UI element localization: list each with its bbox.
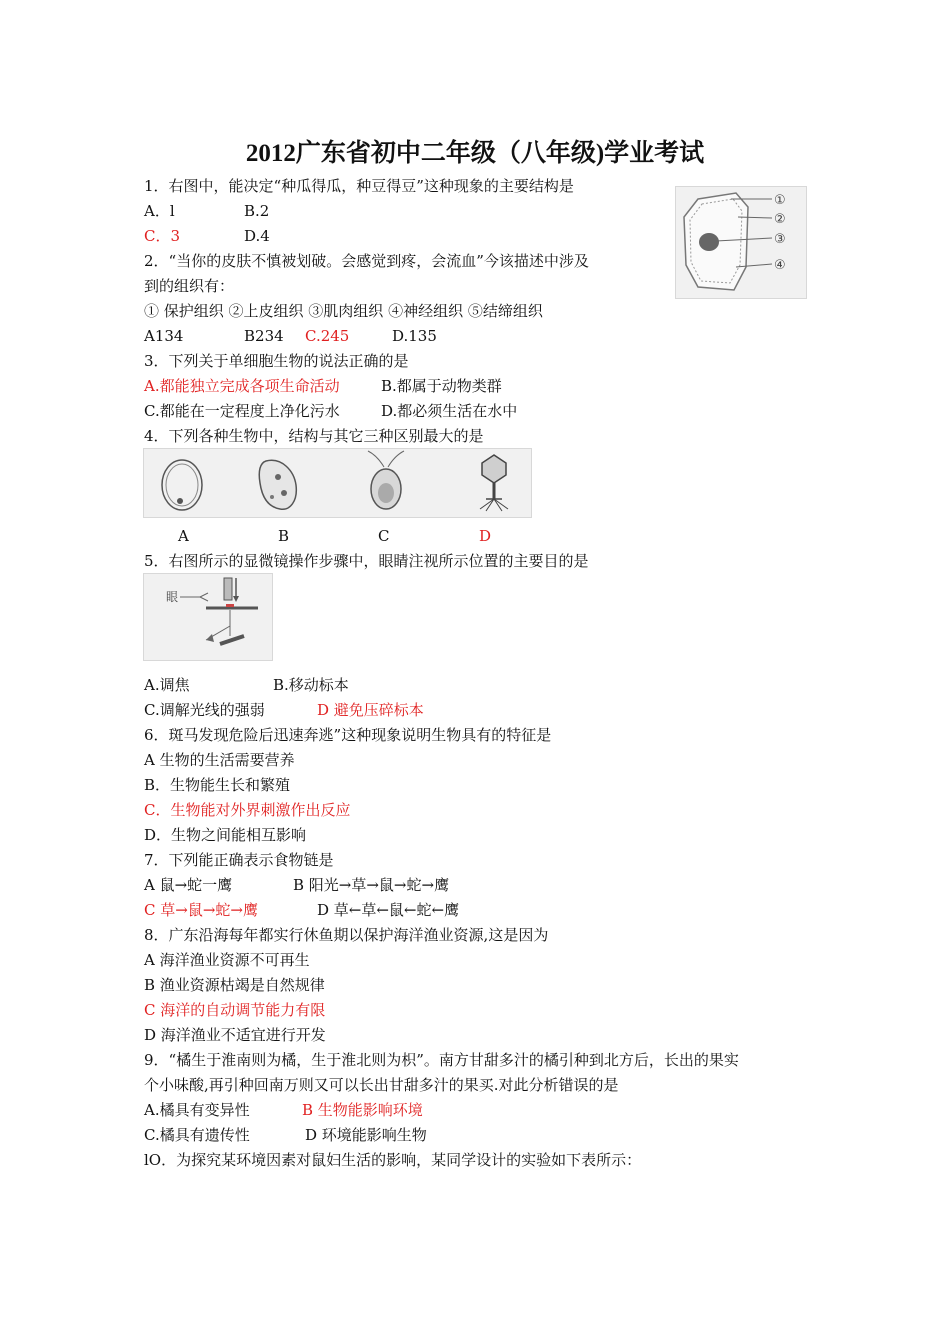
organism-d-virus	[480, 455, 508, 511]
q9-option-b-answer: B 生物能影响环境	[302, 1101, 423, 1119]
q5-stem: 5．右图所示的显微镜操作步骤中，眼睛注视所示位置的主要目的是	[144, 552, 589, 570]
objective-lens	[224, 578, 232, 600]
q3-option-b: B.都属于动物类群	[381, 377, 502, 395]
q2-option-c-answer: C.245	[305, 327, 350, 345]
label-3: ③	[774, 232, 786, 247]
q6-option-d: D．生物之间能相互影响	[144, 826, 307, 844]
q2-tissues: ① 保护组织 ②上皮组织 ③肌肉组织 ④神经组织 ⑤结缔组织	[144, 302, 543, 320]
q4-label-b: B	[278, 527, 290, 545]
page-title: 2012广东省初中二年级（八年级)学业考试	[245, 140, 705, 167]
label-2: ②	[774, 212, 786, 227]
q9-option-c: C.橘具有遗传性	[144, 1126, 250, 1144]
q4-label-c: C	[378, 527, 390, 545]
eye-label: 眼	[166, 590, 179, 604]
q9-option-a: A.橘具有变异性	[144, 1101, 250, 1119]
q8-option-d: D 海洋渔业不适宜进行开发	[144, 1026, 326, 1044]
q3-option-d: D.都必须生活在水中	[381, 402, 518, 420]
q7-stem: 7．下列能正确表示食物链是	[144, 851, 334, 869]
organism-c-chlamydomonas	[368, 451, 404, 509]
q2-stem-line2: 到的组织有：	[144, 277, 235, 295]
q2-option-a: A134	[144, 327, 184, 345]
q3-option-a-answer: A.都能独立完成各项生命活动	[144, 377, 340, 395]
q7-option-d: D 草←草←鼠←蛇←鹰	[317, 901, 460, 919]
q8-option-a: A 海洋渔业资源不可再生	[144, 951, 310, 969]
q1-option-d: D.4	[244, 227, 270, 245]
q8-stem: 8．广东沿海每年都实行休鱼期以保护海洋渔业资源,这是因为	[144, 926, 549, 944]
q4-label-a: A	[178, 527, 189, 545]
q1-option-c-answer: C．3	[144, 227, 181, 245]
q5-option-b: B.移动标本	[273, 676, 349, 694]
q9-option-d: D 环境能影响生物	[305, 1126, 427, 1144]
q7-option-a: A 鼠→蛇一鹰	[144, 876, 233, 894]
label-1: ①	[774, 193, 786, 208]
q2-stem-line1: 2．“当你的皮肤不慎被划破。会感觉到疼，会流血”今该描述中涉及	[144, 252, 589, 270]
q6-option-a: A 生物的生活需要营养	[144, 751, 295, 769]
q4-stem: 4．下列各种生物中，结构与其它三种区别最大的是	[144, 427, 484, 445]
q9-stem-line1: 9．“橘生于淮南则为橘，生于淮北则为枳”。南方甘甜多汁的橘引种到北方后，长出的果实	[144, 1051, 739, 1069]
label-4: ④	[774, 258, 786, 273]
q8-option-c-answer: C 海洋的自动调节能力有限	[144, 1001, 326, 1019]
q5-option-c: C.调解光线的强弱	[144, 701, 265, 719]
q6-option-b: B．生物能生长和繁殖	[144, 776, 291, 794]
mirror	[220, 636, 244, 644]
q2-option-d: D.135	[392, 327, 437, 345]
q9-stem-line2: 个小味酸,再引种回南万则又可以长出甘甜多汁的果买.对此分析错误的是	[144, 1076, 619, 1094]
organism-b-paramecium	[259, 460, 296, 509]
organism-a-cell	[162, 460, 202, 510]
q1-option-b: B.2	[244, 202, 270, 220]
q6-option-c-answer: C．生物能对外界刺激作出反应	[144, 801, 351, 819]
q4-label-d-answer: D	[479, 527, 492, 545]
q1-option-a: A．l	[144, 202, 175, 220]
q1-stem: 1．右图中，能决定“种瓜得瓜，种豆得豆”这种现象的主要结构是	[144, 177, 574, 195]
q2-option-b: B234	[244, 327, 284, 345]
plant-cell-figure	[675, 186, 807, 299]
q8-option-b: B 渔业资源枯竭是自然规律	[144, 976, 325, 994]
q7-option-c-answer: C 草→鼠→蛇→鹰	[144, 901, 258, 919]
microscope-figure	[143, 573, 273, 661]
q7-option-b: B 阳光→草→鼠→蛇→鹰	[293, 876, 450, 894]
q3-stem: 3．下列关于单细胞生物的说法正确的是	[144, 352, 409, 370]
q5-option-d-answer: D 避免压碎标本	[317, 701, 424, 719]
q5-option-a: A.调焦	[144, 676, 190, 694]
nucleus	[699, 233, 719, 251]
organisms-figure	[143, 448, 532, 518]
q6-stem: 6．斑马发现危险后迅速奔逃”这种现象说明生物具有的特征是	[144, 726, 552, 744]
q10-stem: lO．为探究某环境因素对鼠妇生活的影响，某同学设计的实验如下表所示：	[144, 1151, 642, 1169]
q3-option-c: C.都能在一定程度上净化污水	[144, 402, 340, 420]
